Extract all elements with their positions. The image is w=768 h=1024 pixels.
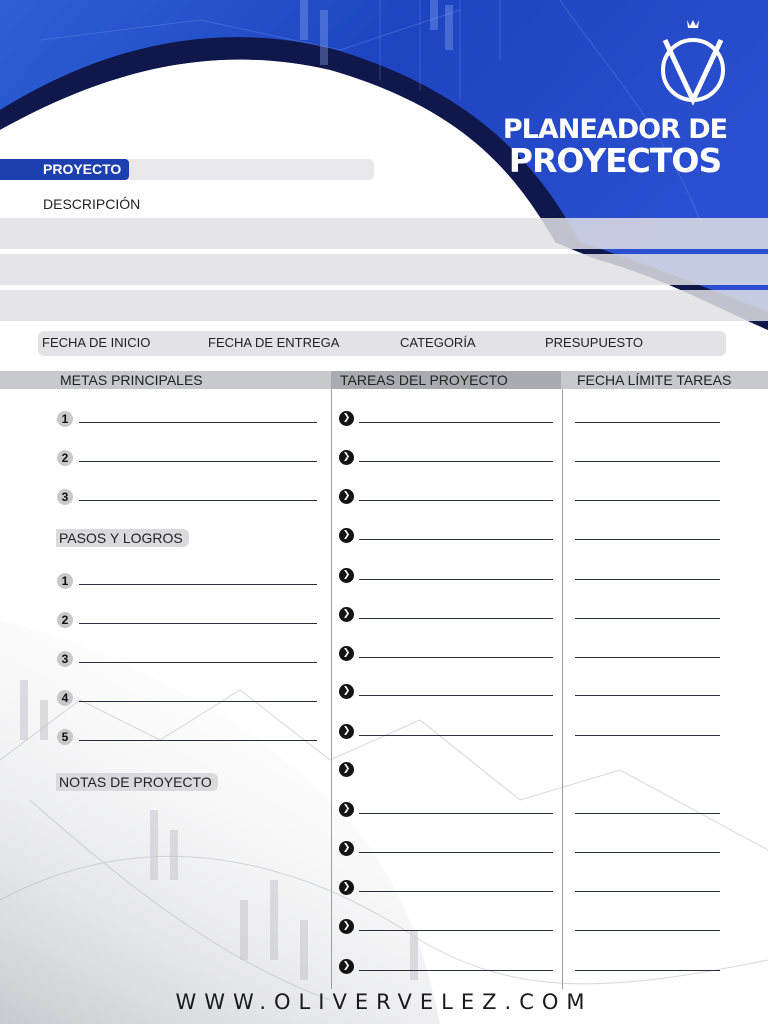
meta-number: 3 xyxy=(57,489,73,505)
deadline-line[interactable] xyxy=(575,852,720,853)
task-line[interactable] xyxy=(359,461,553,462)
chevron-right-circle-icon: ❯ xyxy=(339,568,354,583)
meta-line[interactable] xyxy=(79,500,317,501)
page-title xyxy=(490,114,740,180)
deadline-line[interactable] xyxy=(575,735,720,736)
chevron-right-circle-icon: ❯ xyxy=(339,919,354,934)
chevron-right-circle-icon: ❯ xyxy=(339,646,354,661)
meta-number: 1 xyxy=(57,411,73,427)
task-line[interactable] xyxy=(359,695,553,696)
task-line[interactable] xyxy=(359,930,553,931)
chevron-right-circle-icon: ❯ xyxy=(339,684,354,699)
categoria-label: CATEGORÍA xyxy=(400,335,476,350)
paso-number: 4 xyxy=(57,690,73,706)
description-line[interactable] xyxy=(0,290,768,321)
chevron-right-circle-icon: ❯ xyxy=(339,607,354,622)
proyecto-field[interactable] xyxy=(120,159,374,180)
chevron-right-circle-icon: ❯ xyxy=(339,762,354,777)
chevron-right-circle-icon: ❯ xyxy=(339,528,354,543)
deadline-line[interactable] xyxy=(575,539,720,540)
deadline-line[interactable] xyxy=(575,891,720,892)
deadline-line[interactable] xyxy=(575,657,720,658)
pasos-logros-label: PASOS Y LOGROS xyxy=(56,529,189,547)
deadline-line[interactable] xyxy=(575,813,720,814)
chevron-right-circle-icon: ❯ xyxy=(339,802,354,817)
deadline-line[interactable] xyxy=(575,579,720,580)
deadline-line[interactable] xyxy=(575,970,720,971)
presupuesto-label: PRESUPUESTO xyxy=(545,335,644,350)
paso-number: 5 xyxy=(57,729,73,745)
task-line[interactable] xyxy=(359,735,553,736)
paso-line[interactable] xyxy=(79,584,317,585)
paso-line[interactable] xyxy=(79,740,317,741)
fecha-inicio-label: FECHA DE INICIO xyxy=(42,335,151,350)
paso-number: 2 xyxy=(57,612,73,628)
paso-line[interactable] xyxy=(79,701,317,702)
meta-number: 2 xyxy=(57,450,73,466)
descripcion-label: DESCRIPCIÓN xyxy=(43,196,141,212)
column-divider xyxy=(562,389,563,989)
paso-number: 1 xyxy=(57,573,73,589)
chevron-right-circle-icon: ❯ xyxy=(339,411,354,426)
title-line-2: PROYECTOS xyxy=(508,141,722,180)
tareas-header: TAREAS DEL PROYECTO xyxy=(340,372,508,388)
chevron-right-circle-icon: ❯ xyxy=(339,450,354,465)
task-line[interactable] xyxy=(359,970,553,971)
meta-line[interactable] xyxy=(79,422,317,423)
paso-line[interactable] xyxy=(79,662,317,663)
meta-line[interactable] xyxy=(79,461,317,462)
task-line[interactable] xyxy=(359,852,553,853)
deadline-line[interactable] xyxy=(575,930,720,931)
chevron-right-circle-icon: ❯ xyxy=(339,724,354,739)
description-line[interactable] xyxy=(0,254,768,285)
chevron-right-circle-icon: ❯ xyxy=(339,880,354,895)
chevron-right-circle-icon: ❯ xyxy=(339,489,354,504)
task-line[interactable] xyxy=(359,657,553,658)
task-line[interactable] xyxy=(359,500,553,501)
deadline-line[interactable] xyxy=(575,618,720,619)
title-line-1: PLANEADOR DE xyxy=(502,114,728,145)
deadline-line[interactable] xyxy=(575,500,720,501)
paso-line[interactable] xyxy=(79,623,317,624)
chevron-right-circle-icon: ❯ xyxy=(339,841,354,856)
paso-number: 3 xyxy=(57,651,73,667)
task-line[interactable] xyxy=(359,579,553,580)
task-line[interactable] xyxy=(359,539,553,540)
task-line[interactable] xyxy=(359,813,553,814)
description-line[interactable] xyxy=(0,218,768,249)
task-line[interactable] xyxy=(359,618,553,619)
deadline-line[interactable] xyxy=(575,695,720,696)
task-line[interactable] xyxy=(359,422,553,423)
chevron-right-circle-icon: ❯ xyxy=(339,959,354,974)
column-divider xyxy=(331,389,332,989)
website-url: WWW.OLIVERVELEZ.COM xyxy=(175,990,593,1014)
metas-header: METAS PRINCIPALES xyxy=(60,372,203,388)
fecha-limite-header: FECHA LÍMITE TAREAS xyxy=(577,372,732,388)
deadline-line[interactable] xyxy=(575,422,720,423)
task-line[interactable] xyxy=(359,891,553,892)
project-info-bar xyxy=(38,331,726,356)
notas-proyecto-label: NOTAS DE PROYECTO xyxy=(56,773,218,791)
deadline-line[interactable] xyxy=(575,461,720,462)
proyecto-label: PROYECTO xyxy=(0,159,129,180)
fecha-entrega-label: FECHA DE ENTREGA xyxy=(208,335,340,350)
